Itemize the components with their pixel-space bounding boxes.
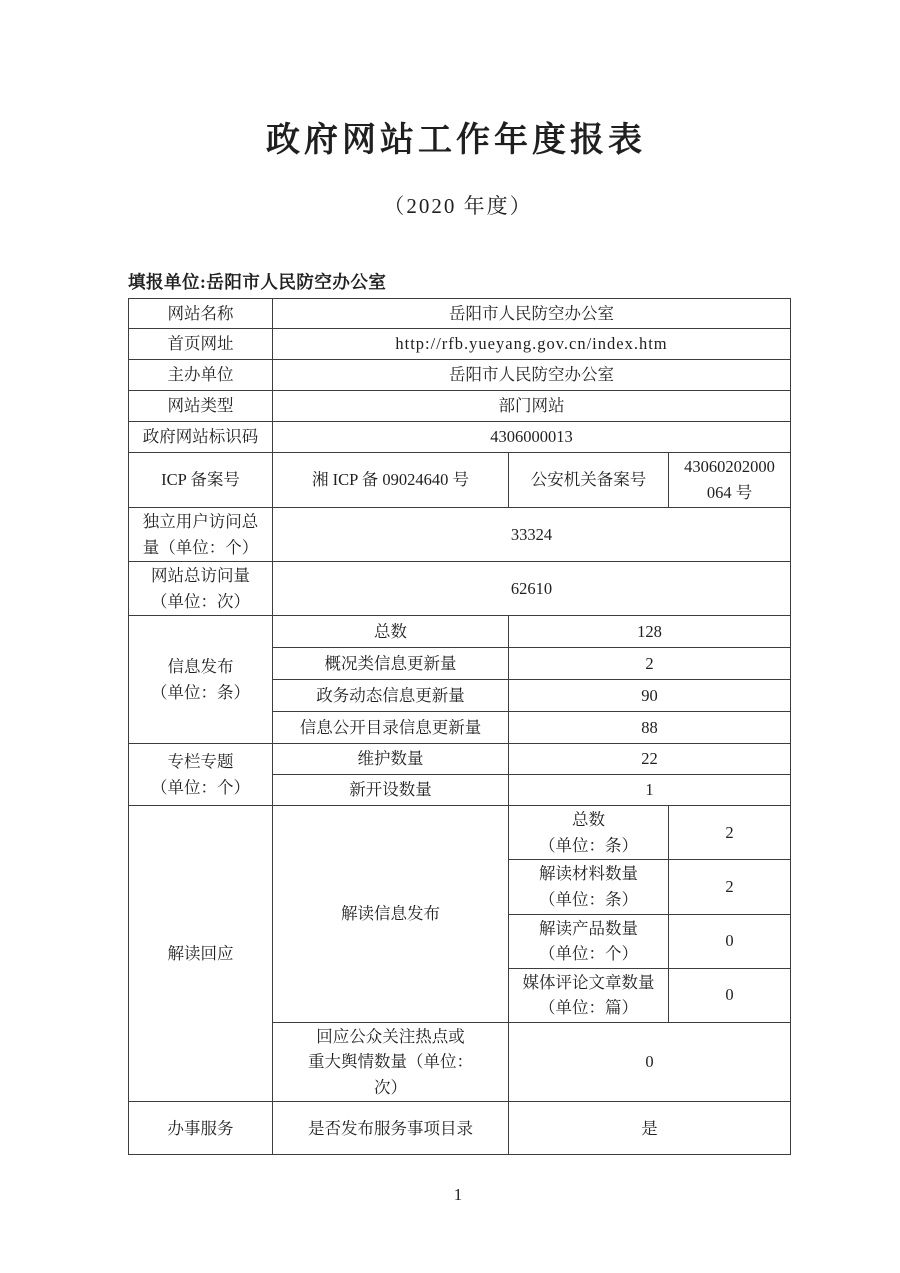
service-catalog-label: 是否发布服务事项目录 (273, 1102, 509, 1155)
info-publish-item-label: 信息公开目录信息更新量 (273, 712, 509, 744)
total-visits-label: 网站总访问量 （单位：次） (129, 562, 273, 616)
interpret-item-value: 2 (669, 860, 791, 914)
interpret-publish-label: 解读信息发布 (273, 806, 509, 1023)
sponsor-label: 主办单位 (129, 360, 273, 391)
icp-label: ICP 备案号 (129, 453, 273, 508)
info-publish-item-value: 88 (509, 712, 791, 744)
site-code-label: 政府网站标识码 (129, 422, 273, 453)
row-info-publish-total (129, 616, 791, 648)
topics-item-value: 22 (509, 744, 791, 775)
services-group-label: 办事服务 (129, 1102, 273, 1155)
info-publish-item-value: 90 (509, 680, 791, 712)
site-name-value: 岳阳市人民防空办公室 (273, 299, 791, 329)
police-record-label: 公安机关备案号 (509, 453, 669, 508)
info-publish-item-label: 政务动态信息更新量 (273, 680, 509, 712)
interpret-item-value: 2 (669, 806, 791, 860)
interpret-item-label: 媒体评论文章数量 （单位：篇） (509, 968, 669, 1022)
info-publish-item-value: 2 (509, 648, 791, 680)
topics-group-label: 专栏专题 （单位：个） (129, 744, 273, 806)
row-sponsor (129, 360, 791, 391)
site-type-label: 网站类型 (129, 391, 273, 422)
topics-item-value: 1 (509, 775, 791, 806)
info-publish-item-label: 总数 (273, 616, 509, 648)
sponsor-value: 岳阳市人民防空办公室 (273, 360, 791, 391)
total-visits-value: 62610 (273, 562, 791, 616)
page-subtitle: （2020 年度） (383, 194, 533, 218)
hotspot-label: 回应公众关注热点或 重大舆情数量（单位： 次） (273, 1022, 509, 1102)
interpret-item-label: 解读产品数量 （单位：个） (509, 914, 669, 968)
report-table (128, 298, 791, 1155)
interpret-item-value: 0 (669, 914, 791, 968)
filer-unit-line: 填报单位:岳阳市人民防空办公室 (128, 272, 387, 292)
interpret-group-label: 解读回应 (129, 806, 273, 1102)
row-total-visits (129, 562, 791, 616)
service-catalog-value: 是 (509, 1102, 791, 1155)
info-publish-item-label: 概况类信息更新量 (273, 648, 509, 680)
icp-value: 湘 ICP 备 09024640 号 (273, 453, 509, 508)
row-unique-visitors (129, 508, 791, 562)
police-record-value: 43060202000 064 号 (669, 453, 791, 508)
interpret-item-label: 总数 （单位：条） (509, 806, 669, 860)
info-publish-item-value: 128 (509, 616, 791, 648)
row-topics-maintained (129, 744, 791, 775)
site-name-label: 网站名称 (129, 299, 273, 329)
row-site-code (129, 422, 791, 453)
topics-item-label: 新开设数量 (273, 775, 509, 806)
home-url-label: 首页网址 (129, 329, 273, 360)
row-home-url (129, 329, 791, 360)
row-site-type (129, 391, 791, 422)
row-service-catalog (129, 1102, 791, 1155)
page-number: 1 (453, 1185, 463, 1204)
interpret-item-label: 解读材料数量 （单位：条） (509, 860, 669, 914)
row-icp (129, 453, 791, 508)
interpret-item-value: 0 (669, 968, 791, 1022)
topics-item-label: 维护数量 (273, 744, 509, 775)
unique-visitors-value: 33324 (273, 508, 791, 562)
row-interpret-total (129, 806, 791, 860)
info-publish-group-label: 信息发布 （单位：条） (129, 616, 273, 744)
site-type-value: 部门网站 (273, 391, 791, 422)
site-code-value: 4306000013 (273, 422, 791, 453)
unique-visitors-label: 独立用户访问总 量（单位：个） (129, 508, 273, 562)
row-site-name (129, 299, 791, 329)
page-title: 政府网站工作年度报表 (266, 121, 646, 159)
home-url-value: http://rfb.yueyang.gov.cn/index.htm (273, 329, 791, 360)
hotspot-value: 0 (509, 1022, 791, 1102)
